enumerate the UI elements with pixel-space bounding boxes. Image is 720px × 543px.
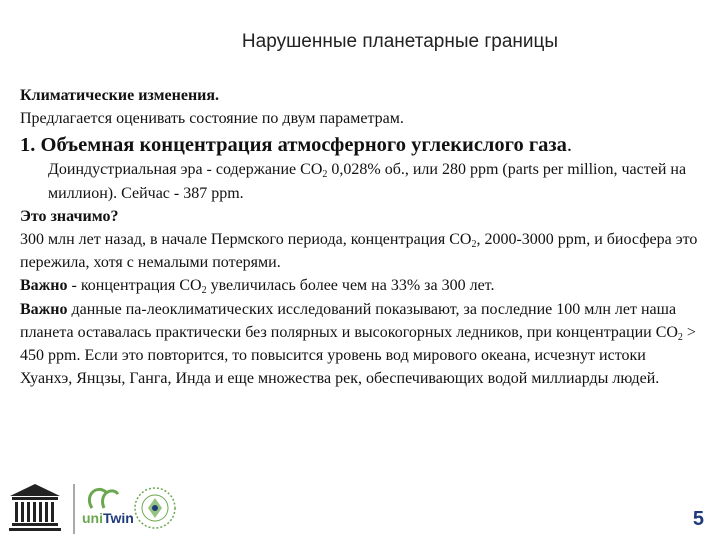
- point-1-heading: 1. Объемная концентрация атмосферного углекислого газа.: [20, 134, 573, 157]
- unesco-logo: [9, 484, 61, 531]
- important-paragraph-1: Важно - концентрация $CO_2$ увеличилась более чем на 33% за 300 лет.: [20, 277, 495, 297]
- significance-question: Это значимо?: [20, 207, 119, 225]
- point-1-detail: Доиндустриальная эра - содержание $CO_2$ 0,028% об., или 280 ppm (parts per million, частей на миллион). Сейчас - 387 ppm.: [48, 161, 687, 202]
- footer-logos: [0, 478, 720, 538]
- page-number: 5: [692, 508, 704, 530]
- slide-body: [20, 84, 700, 390]
- section-heading: Климатические изменения.: [20, 87, 220, 104]
- slide-title: Нарушенные планетарные границы: [241, 31, 559, 52]
- svg-text:uniTwin: uniTwin: [82, 510, 134, 526]
- round-emblem-logo: [135, 488, 175, 528]
- important-paragraph-2: Важно данные па-леоклиматических исследований показывают, за последние 100 млн лет наша планета оставалась практически без полярных и высокогорных ледников, при концентрации $CO_2 > 450$ ppm. Если это повторится, то повысится уровень вод мирового океана, исчезнут истоки Хуанхэ, Янцзы, Ганга, Инда и еще множества рек, обеспечивающих водой миллиарды людей.: [20, 300, 696, 388]
- unitwin-logo: [82, 489, 134, 526]
- permian-paragraph: 300 млн лет назад, в начале Пермского периода, концентрация $CO_2$, 2000-3000 ppm, и биосфера это пережила, хотя с немалыми потерями.: [20, 231, 698, 272]
- intro-text: Предлагается оценивать состояние по двум параметрам.: [20, 110, 404, 128]
